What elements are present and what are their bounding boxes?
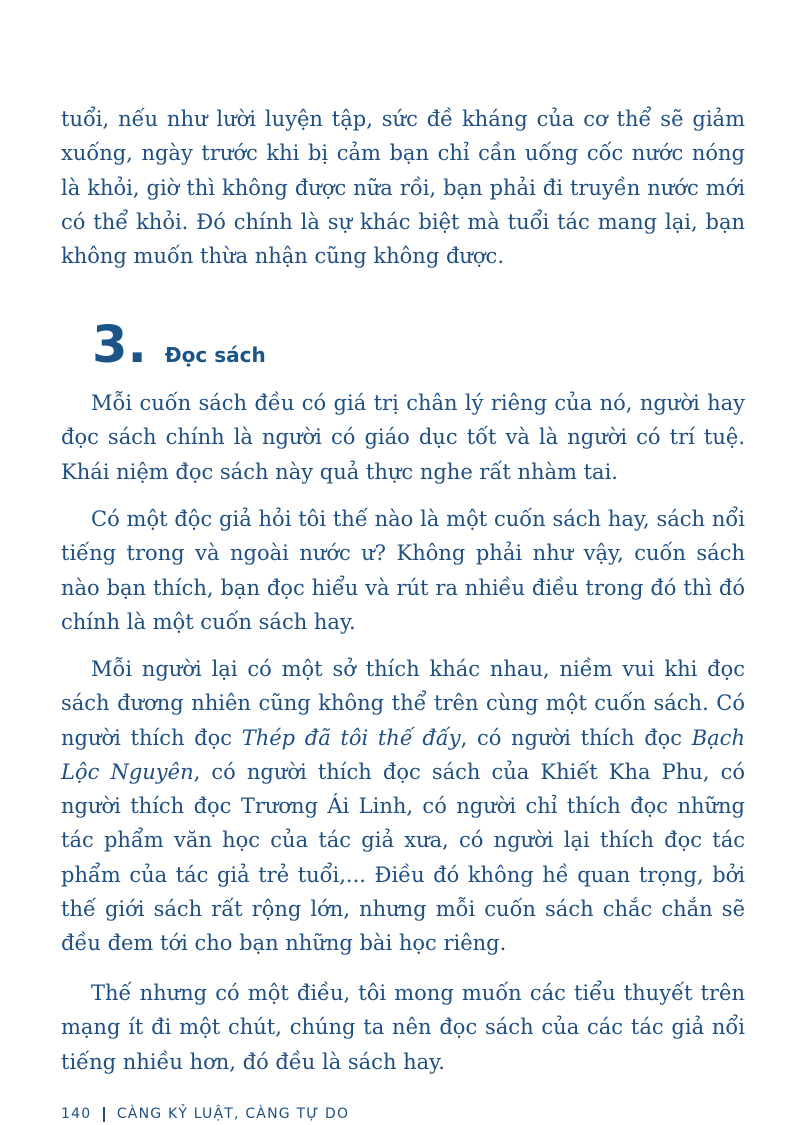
running-title: CÀNG KỶ LUẬT, CÀNG TỰ DO bbox=[116, 1106, 350, 1122]
paragraph-3-text-b: , có người thích đọc bbox=[460, 725, 692, 750]
paragraph-4: Thế nhưng có một điều, tôi mong muốn các tiểu thuyết trên mạng ít đi một chút, chúng ta nên đọc sách của các tác giả nổi tiếng nhiều hơn, đó đều là sách hay. bbox=[61, 981, 745, 1074]
section-heading bbox=[92, 316, 266, 376]
paragraph-1: Mỗi cuốn sách đều có giá trị chân lý riêng của nó, người hay đọc sách chính là người có giáo dục tốt và là người có trí tuệ. Khái niệm đọc sách này quả thực nghe rất nhàm tai. bbox=[61, 391, 745, 484]
section-number: 3. bbox=[92, 316, 147, 375]
book-title-thep-da-toi-the-day: Thép đã tôi thế đấy bbox=[241, 725, 461, 750]
footer-separator bbox=[103, 1107, 105, 1122]
book-title-bach-loc-nguyen: Bạch Lộc Nguyên bbox=[61, 725, 745, 784]
section-title: Đọc sách bbox=[164, 343, 266, 367]
paragraph-3-text-a: Mỗi người lại có một sở thích khác nhau, niềm vui khi đọc sách đương nhiên cũng không thể trên cùng một cuốn sách. Có người thích đọc bbox=[61, 657, 745, 750]
paragraph-2: Có một độc giả hỏi tôi thế nào là một cuốn sách hay, sách nổi tiếng trong và ngoài nước ư? Không phải như vậy, cuốn sách nào bạn thích, bạn đọc hiểu và rút ra nhiều điều trong đó thì đó chính là một cuốn sách hay. bbox=[61, 507, 745, 634]
paragraph-3 bbox=[61, 652, 745, 961]
top-paragraph: tuổi, nếu như lười luyện tập, sức đề kháng của cơ thể sẽ giảm xuống, ngày trước khi bị cảm bạn chỉ cần uống cốc nước nóng là khỏi, giờ thì không được nữa rồi, bạn phải đi truyền nước mới có thể khỏi. Đó chính là sự khác biệt mà tuổi tác mang lại, bạn không muốn thừa nhận cũng không được. bbox=[61, 107, 745, 269]
paragraph-3-text-c: , có người thích đọc sách của Khiết Kha Phu, có người thích đọc Trương Ái Linh, có người chỉ thích đọc những tác phẩm văn học của tác giả xưa, có người lại thích đọc tác phẩm của tác giả trẻ tuổi,... Điều đó không hề quan trọng, bởi thế giới sách rất rộng lớn, nhưng mỗi cuốn sách chắc chắn sẽ đều đem tới cho bạn những bài học riêng. bbox=[61, 759, 745, 956]
page-number: 140 bbox=[61, 1106, 92, 1122]
page-footer bbox=[61, 1104, 349, 1124]
